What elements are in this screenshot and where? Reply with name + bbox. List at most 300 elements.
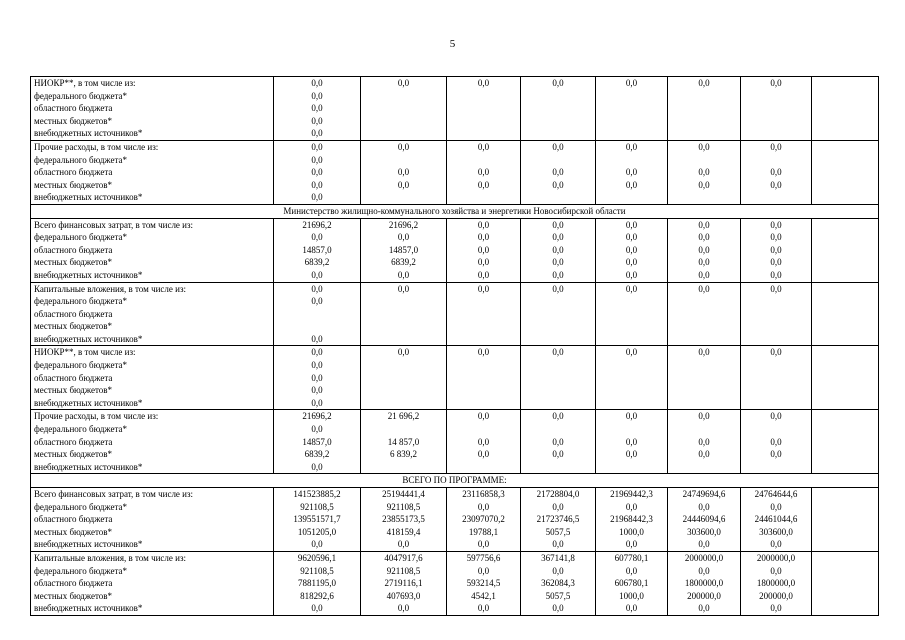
value-line [815,488,875,501]
value-line [450,384,517,397]
value-line: 0,0 [477,257,490,268]
value-line [744,359,808,372]
value-line: 1000,0 [619,590,644,601]
section-header-row [31,204,879,218]
value-line [277,308,357,321]
value-line [524,461,592,474]
value-line [364,90,443,103]
value-line: 418159,4 [386,526,421,537]
value-line [815,423,875,436]
row-label-line: местных бюджетов* [34,257,113,268]
row-label-line: местных бюджетов* [34,385,113,396]
value-line: 0,0 [477,219,490,230]
value-line [364,320,443,333]
value-line [815,461,875,474]
value-line [524,191,592,204]
value-line: 6 839,2 [390,449,417,460]
value-line [744,333,808,346]
value-line: 0,0 [311,347,323,358]
value-line [364,295,443,308]
value-cell [447,551,521,615]
value-cell [521,77,596,141]
value-line: 0,0 [698,219,710,230]
value-cell [812,410,879,474]
value-line [744,90,808,103]
value-line [815,179,875,192]
value-line: 0,0 [311,154,323,165]
row-label-line: областного бюджета [34,167,113,178]
value-line [815,320,875,333]
value-line: 0,0 [698,539,710,550]
value-cell [596,410,668,474]
value-cell [447,410,521,474]
value-line: 0,0 [552,78,564,88]
value-line: 606780,1 [614,578,649,589]
value-line: 0,0 [311,333,323,344]
value-line [815,231,875,244]
value-line [671,90,737,103]
value-line [599,308,664,321]
value-line [364,308,443,321]
value-line: 0,0 [311,283,323,294]
value-line [671,320,737,333]
value-cell [668,488,741,552]
value-line: 0,0 [477,603,490,614]
value-line [599,90,664,103]
value-cell [812,346,879,410]
value-line [450,372,517,385]
value-cell [596,488,668,552]
value-line [524,384,592,397]
value-line [671,154,737,167]
row-label-line: внебюджетных источников* [34,539,143,550]
value-line: 0,0 [625,411,638,422]
row-label-line: внебюджетных источников* [34,128,143,139]
value-line: 5057,5 [545,590,571,601]
value-line: 0,0 [770,141,782,152]
value-line [815,191,875,204]
value-line: 4542,1 [471,590,496,601]
value-line [815,115,875,128]
value-cell [741,218,812,282]
value-line: 0,0 [698,411,710,422]
value-line: 7881195,0 [298,578,336,589]
value-line: 0,0 [311,115,323,126]
value-line [599,102,664,115]
value-line: 0,0 [477,411,490,422]
value-line [599,423,664,436]
value-line: 0,0 [477,141,490,152]
value-cell [361,140,447,204]
value-cell [741,140,812,204]
row-label-line: областного бюджета [34,244,113,255]
value-line [524,127,592,140]
value-line [815,244,875,257]
value-line [744,102,808,115]
value-cell [521,551,596,615]
value-line [450,127,517,140]
value-line: 0,0 [397,179,410,190]
value-cell [521,488,596,552]
value-cell [668,218,741,282]
value-line [599,320,664,333]
value-line [599,384,664,397]
row-label-line: местных бюджетов* [34,526,113,537]
value-line [450,397,517,410]
value-line: 0,0 [625,78,638,88]
value-line: 362084,3 [541,578,575,589]
row-label-line: внебюджетных источников* [34,333,143,344]
row-label-line: федерального бюджета* [34,296,128,307]
row-label-cell [31,551,274,615]
value-line [671,191,737,204]
value-line: 0,0 [477,167,490,178]
row-label-line: внебюджетных источников* [34,192,143,203]
value-line: 14857,0 [388,244,419,255]
value-cell [274,488,361,552]
value-line [744,384,808,397]
value-line: 0,0 [397,232,410,243]
value-cell [274,410,361,474]
value-line: 14857,0 [302,244,332,255]
value-line [815,397,875,410]
section-header-row [31,474,879,488]
row-label-line: внебюджетных источников* [34,397,143,408]
value-line: 0,0 [625,219,638,230]
value-line: 1000,0 [619,526,644,537]
value-line: 367141,8 [541,552,575,563]
value-line: 0,0 [477,244,490,255]
table-row [31,77,879,141]
value-line [671,423,737,436]
value-line: 0,0 [698,244,710,255]
value-line [450,115,517,128]
value-line: 0,0 [477,449,490,460]
value-cell [812,77,879,141]
value-line: 24446094,6 [682,514,726,525]
value-line [364,333,443,346]
value-line [744,372,808,385]
value-line: 0,0 [552,501,564,512]
value-line [744,423,808,436]
value-line [364,102,443,115]
value-line [599,295,664,308]
value-line [815,269,875,282]
value-line [364,423,443,436]
value-line: 139551571,7 [293,514,341,525]
value-line [815,141,875,154]
value-line: 25194441,4 [382,489,425,499]
value-line: 0,0 [397,283,410,294]
value-line [450,90,517,103]
value-line: 0,0 [698,257,710,268]
value-line: 0,0 [552,232,564,243]
value-line: 921108,5 [300,501,334,512]
value-line [815,90,875,103]
value-line: 0,0 [770,347,782,358]
value-line: 9620596,1 [297,552,337,563]
value-line: 607780,1 [614,552,649,563]
value-line: 200000,0 [687,590,721,601]
value-line: 141523885,2 [293,489,341,499]
row-label-line: местных бюджетов* [34,179,113,190]
value-line: 0,0 [770,269,782,280]
value-line [815,102,875,115]
value-line: 0,0 [625,283,638,294]
value-line: 0,0 [477,501,490,512]
value-line: 0,0 [625,179,638,190]
value-cell [447,488,521,552]
value-line: 0,0 [698,565,710,576]
value-line [524,320,592,333]
value-line: 0,0 [625,232,638,243]
value-cell [741,551,812,615]
value-line: 21968442,3 [610,514,653,525]
value-cell [668,140,741,204]
value-cell [741,77,812,141]
value-line [744,115,808,128]
value-line: 1800000,0 [684,578,724,589]
value-cell [812,488,879,552]
value-line [744,320,808,333]
value-line [364,115,443,128]
value-line: 21696,2 [302,411,332,422]
value-line [450,359,517,372]
value-line: 0,0 [770,501,782,512]
value-line [671,372,737,385]
row-label-line: Всего финансовых затрат, в том числе из: [34,219,194,230]
row-label-cell [31,282,274,346]
value-cell [447,77,521,141]
value-cell [274,140,361,204]
value-line [671,461,737,474]
value-line: 0,0 [552,219,564,230]
value-line [524,115,592,128]
value-line: 921108,5 [386,501,421,512]
value-line: 0,0 [770,283,782,294]
value-line: 4047917,6 [384,552,423,563]
value-cell [361,551,447,615]
value-line [815,410,875,423]
value-line: 0,0 [698,436,710,447]
value-cell [812,140,879,204]
value-line: 0,0 [311,360,323,371]
row-label-line: федерального бюджета* [34,154,128,165]
value-line: 0,0 [311,269,323,280]
value-line [815,538,875,551]
value-line: 407693,0 [386,590,421,601]
value-line: 0,0 [625,436,638,447]
value-line: 0,0 [698,179,710,190]
row-label-line: областного бюджета [34,308,113,319]
value-line [599,333,664,346]
value-line [364,191,443,204]
value-line [815,565,875,578]
value-line: 0,0 [311,90,323,101]
value-line [815,77,875,90]
value-line: 0,0 [698,449,710,460]
value-line: 0,0 [311,232,323,243]
value-line: 0,0 [552,167,564,178]
value-line: 0,0 [552,411,564,422]
value-line: 0,0 [397,141,410,152]
value-line [815,295,875,308]
value-line [815,436,875,449]
value-line [815,384,875,397]
row-label-line: Капитальные вложения, в том числе из: [34,283,187,294]
value-line: 0,0 [552,141,564,152]
value-cell [447,218,521,282]
row-label-line: НИОКР**, в том числе из: [34,347,136,358]
value-line: 921108,5 [386,565,421,576]
value-cell [361,282,447,346]
value-line [524,308,592,321]
row-label-line: областного бюджета [34,372,113,383]
value-line [524,295,592,308]
value-line [364,461,443,474]
value-line [450,423,517,436]
table-row [31,410,879,474]
value-line: 0,0 [552,603,564,614]
value-line: 0,0 [625,347,638,358]
value-cell [274,218,361,282]
row-label-line: федерального бюджета* [34,232,128,243]
row-label-line: Всего финансовых затрат, в том числе из: [34,489,194,499]
value-line: 23116858,3 [462,489,505,499]
value-line [815,308,875,321]
value-line: 6839,2 [304,257,330,268]
value-line [450,102,517,115]
value-line [671,397,737,410]
value-line: 0,0 [552,449,564,460]
value-line [815,166,875,179]
table-row [31,282,879,346]
value-line [815,513,875,526]
value-line [671,295,737,308]
budget-table-body [31,77,879,616]
value-line [364,127,443,140]
value-line [744,127,808,140]
value-line: 14857,0 [302,436,332,447]
value-line: 0,0 [477,179,490,190]
value-line [524,423,592,436]
value-line: 24461044,6 [754,514,798,525]
value-line [744,308,808,321]
value-line [744,154,808,167]
value-line [815,359,875,372]
value-line: 0,0 [477,283,490,294]
value-line: 0,0 [770,565,782,576]
value-cell [741,282,812,346]
budget-table [30,76,879,616]
value-line: 21969442,3 [610,489,653,499]
value-line: 1800000,0 [756,578,796,589]
value-line: 0,0 [311,128,323,139]
value-line [815,448,875,461]
value-line: 0,0 [477,565,490,576]
value-line: 0,0 [397,167,410,178]
value-cell [596,346,668,410]
value-cell [596,77,668,141]
value-line [815,526,875,539]
row-label-line: внебюджетных источников* [34,603,143,614]
value-line: 0,0 [698,501,710,512]
row-label-cell [31,140,274,204]
value-line: 0,0 [625,244,638,255]
value-line: 21 696,2 [387,411,420,422]
value-cell [361,410,447,474]
value-cell [812,218,879,282]
value-line: 0,0 [770,411,782,422]
value-line [744,191,808,204]
section-title: Министерство жилищно-коммунального хозяйства и энергетики Новосибирской области [31,204,879,218]
row-label-line: Капитальные вложения, в том числе из: [34,552,187,563]
value-line: 0,0 [552,565,564,576]
value-line: 0,0 [477,436,490,447]
value-line: 0,0 [698,347,710,358]
value-cell [274,282,361,346]
value-line: 0,0 [552,257,564,268]
value-line: 5057,5 [545,526,571,537]
value-cell [668,346,741,410]
value-cell [521,140,596,204]
value-cell [361,488,447,552]
value-line: 19788,1 [468,526,499,537]
row-label-line: Прочие расходы, в том числе из: [34,411,159,422]
value-line [671,384,737,397]
value-line: 21723746,5 [536,514,580,525]
value-line [671,359,737,372]
value-cell [668,551,741,615]
value-line [364,384,443,397]
value-cell [274,551,361,615]
value-line: 0,0 [311,296,323,307]
row-label-line: федерального бюджета* [34,424,128,435]
value-cell [668,410,741,474]
value-line: 1051205,0 [297,526,337,537]
row-label-line: федерального бюджета* [34,501,128,512]
value-line [815,577,875,590]
value-line: 0,0 [698,603,710,614]
value-line: 0,0 [625,269,638,280]
page-number: 5 [449,38,456,50]
value-cell [521,346,596,410]
value-line: 0,0 [698,78,710,88]
value-line: 0,0 [770,179,782,190]
value-line: 0,0 [770,449,782,460]
row-label-cell [31,77,274,141]
value-line: 0,0 [311,78,323,88]
value-line: 0,0 [397,603,410,614]
value-line: 0,0 [770,603,782,614]
value-cell [812,282,879,346]
value-line [524,359,592,372]
value-line [815,219,875,232]
row-label-line: федерального бюджета* [34,565,128,576]
row-label-cell [31,410,274,474]
value-line [671,308,737,321]
section-title: ВСЕГО ПО ПРОГРАММЕ: [31,474,879,488]
value-line [671,102,737,115]
row-label-line: внебюджетных источников* [34,269,143,280]
table-row [31,140,879,204]
value-line: 0,0 [625,167,638,178]
value-line [450,191,517,204]
value-cell [521,410,596,474]
value-line: 0,0 [552,347,564,358]
value-line: 200000,0 [759,590,793,601]
value-line: 921108,5 [300,565,334,576]
